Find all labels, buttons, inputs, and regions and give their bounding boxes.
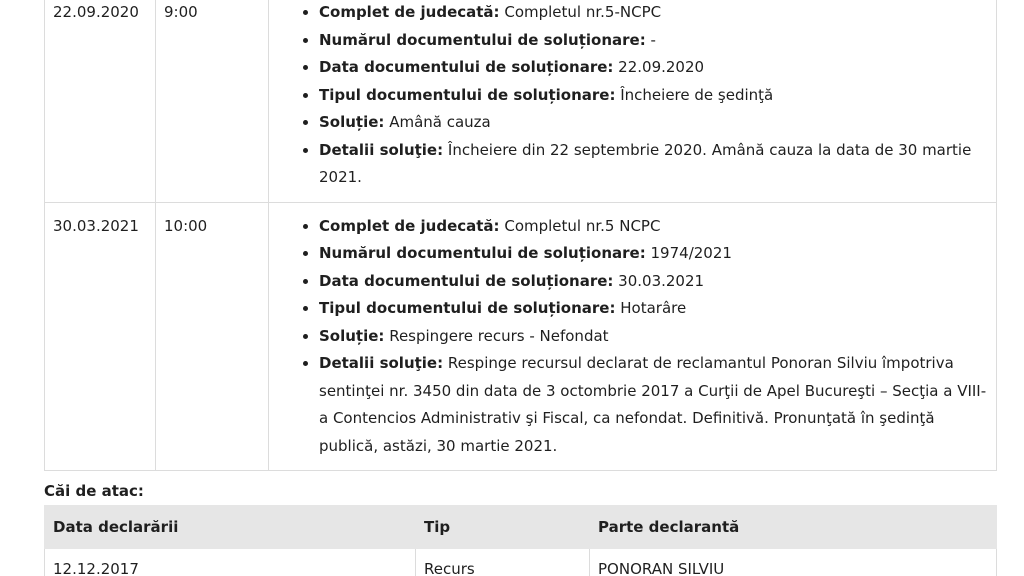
appeal-declaring-party: PONORAN SILVIU xyxy=(590,549,997,576)
column-header-type: Tip xyxy=(416,506,590,549)
detail-document-date xyxy=(319,268,988,296)
detail-label: Data documentului de soluționare: xyxy=(319,58,614,76)
detail-value: Respingere recurs - Nefondat xyxy=(389,326,609,345)
detail-value: Completul nr.5-NCPC xyxy=(504,3,662,21)
detail-value: 30.03.2021 xyxy=(618,271,705,290)
session-row xyxy=(45,0,997,202)
detail-complet xyxy=(319,0,988,27)
detail-label: Complet de judecată: xyxy=(319,3,500,21)
sessions-table xyxy=(44,0,997,471)
detail-label: Data documentului de soluționare: xyxy=(319,271,614,290)
detail-label: Soluție: xyxy=(319,326,385,345)
session-time: 10:00 xyxy=(156,202,269,471)
detail-label: Numărul documentului de soluționare: xyxy=(319,244,646,262)
detail-solution xyxy=(319,323,988,351)
detail-document-date xyxy=(319,54,988,82)
detail-value: Hotarâre xyxy=(620,299,687,317)
detail-solution xyxy=(319,109,988,137)
detail-value: 1974/2021 xyxy=(650,244,732,262)
detail-label: Tipul documentului de soluționare: xyxy=(319,299,616,317)
detail-value: Respinge recursul declarat de reclamantul Ponoran Silviu împotriva sentinţei nr. 3450 din data de 3 octombrie 2017 a Curţii de Apel Bucureşti – Secţia a VIII-a Contencios Administrativ şi Fiscal, ca nefondat. Definitivă. Pronunţată în şedinţă publică, astăzi, 30 martie 2021. xyxy=(319,354,987,455)
session-time: 9:00 xyxy=(156,0,269,202)
detail-value: Încheiere de şedinţă xyxy=(620,85,774,104)
column-header-declaration-date: Data declarării xyxy=(45,506,416,549)
detail-label: Complet de judecată: xyxy=(319,216,500,235)
detail-complet xyxy=(319,213,988,241)
detail-document-number xyxy=(319,240,988,268)
appeals-table xyxy=(44,505,997,576)
session-details-list xyxy=(277,0,988,192)
session-details xyxy=(269,202,997,471)
appeal-type: Recurs xyxy=(416,549,590,576)
detail-document-type xyxy=(319,295,988,323)
detail-label: Detalii soluţie: xyxy=(319,140,444,159)
session-details xyxy=(269,0,997,202)
detail-document-type xyxy=(319,82,988,110)
session-row xyxy=(45,202,997,471)
table-row xyxy=(45,549,997,576)
detail-value: Încheiere din 22 septembrie 2020. Amână cauza la data de 30 martie 2021. xyxy=(319,140,972,186)
detail-label: Detalii soluţie: xyxy=(319,354,444,372)
appeal-declaration-date: 12.12.2017 xyxy=(45,549,416,576)
detail-label: Soluție: xyxy=(319,113,385,131)
detail-solution-details xyxy=(319,350,988,460)
detail-label: Tipul documentului de soluționare: xyxy=(319,85,616,104)
session-date: 30.03.2021 xyxy=(45,202,156,471)
detail-document-number xyxy=(319,27,988,55)
column-header-declaring-party: Parte declarantă xyxy=(590,506,997,549)
session-details-list xyxy=(277,213,988,461)
detail-label: Numărul documentului de soluționare: xyxy=(319,30,646,49)
appeals-title: Căi de atac: xyxy=(44,482,144,500)
detail-value: - xyxy=(650,30,656,49)
detail-value: Completul nr.5 NCPC xyxy=(504,216,661,235)
session-date: 22.09.2020 xyxy=(45,0,156,202)
appeals-header-row xyxy=(45,506,997,549)
detail-value: 22.09.2020 xyxy=(618,58,705,76)
detail-solution-details xyxy=(319,137,988,192)
detail-value: Amână cauza xyxy=(389,113,491,131)
